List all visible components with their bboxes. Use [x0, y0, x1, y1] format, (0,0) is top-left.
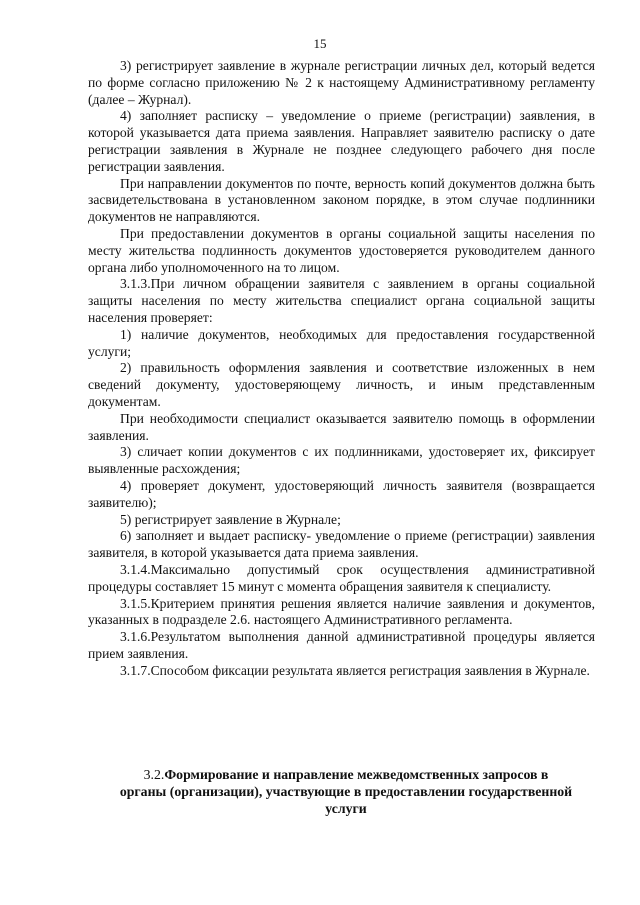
paragraph: 3.1.7.Способом фиксации результата является регистрация заявления в Журнале.: [120, 662, 590, 678]
paragraph: 3) регистрирует заявление в журнале регистрации личных дел, который ведется по форме согласно приложению № 2 к настоящему Административному регламенту (далее – Журнал).: [88, 58, 595, 107]
paragraph: 2) правильность оформления заявления и соответствие изложенных в нем сведений документу, удостоверяющему личность, и иным представленным документам.: [88, 360, 595, 409]
paragraph: 3.1.3.При личном обращении заявителя с заявлением в органы социальной защиты населения по месту жительства специалист органа социальной защиты населения проверяет:: [88, 276, 595, 325]
paragraph: При необходимости специалист оказывается заявителю помощь в оформлении заявления.: [88, 410, 595, 443]
section-heading-text-1: Формирование и направление межведомственных запросов в: [164, 767, 549, 782]
paragraph: 3.1.5.Критерием принятия решения является наличие заявления и документов, указанных в подразделе 2.6. настоящего Административного регламента.: [88, 595, 595, 628]
paragraph: При направлении документов по почте, верность копий документов должна быть засвидетельствована в установленном законом порядке, в этом случае подлинники документов не направляются.: [88, 175, 595, 225]
section-heading-line-3: услуги: [325, 801, 367, 816]
body-text: [88, 58, 595, 679]
paragraph: 5) регистрирует заявление в Журнале;: [120, 511, 341, 527]
paragraph: 3) сличает копии документов с их подлинниками, удостоверяет их, фиксирует выявленные расхождения;: [88, 444, 595, 477]
paragraph: 4) проверяет документ, удостоверяющий личность заявителя (возвращается заявителю);: [88, 477, 595, 510]
paragraph: 3.1.6.Результатом выполнения данной административной процедуры является прием заявления.: [88, 629, 595, 661]
section-number: 3.2.: [143, 767, 165, 782]
paragraph: 1) наличие документов, необходимых для предоставления государственной услуги;: [88, 326, 595, 359]
section-heading-line-1: [96, 766, 596, 783]
page-number: 15: [313, 36, 327, 51]
section-heading: [96, 766, 596, 817]
paragraph: При предоставлении документов в органы социальной защиты населения по месту жительства подлинность документов удостоверяется руководителем данного органа либо уполномоченного на то лицом.: [88, 225, 595, 275]
paragraph: 6) заполняет и выдает расписку- уведомление о приеме (регистрации) заявления заявителя, в которой указывается дата приема заявления.: [88, 528, 595, 561]
paragraph: 3.1.4.Максимально допустимый срок осуществления административной процедуры составляет 15 минут с момента обращения заявителя к специалисту.: [88, 561, 595, 594]
section-heading-line-2: органы (организации), участвующие в предоставлении государственной: [119, 784, 573, 799]
paragraph: 4) заполняет расписку – уведомление о приеме (регистрации) заявления, в которой указывается дата приема заявления. Направляет заявителю расписку о дате регистрации заявления в Журнале не позднее следующего рабочего дня после регистрации заявления.: [88, 108, 595, 174]
